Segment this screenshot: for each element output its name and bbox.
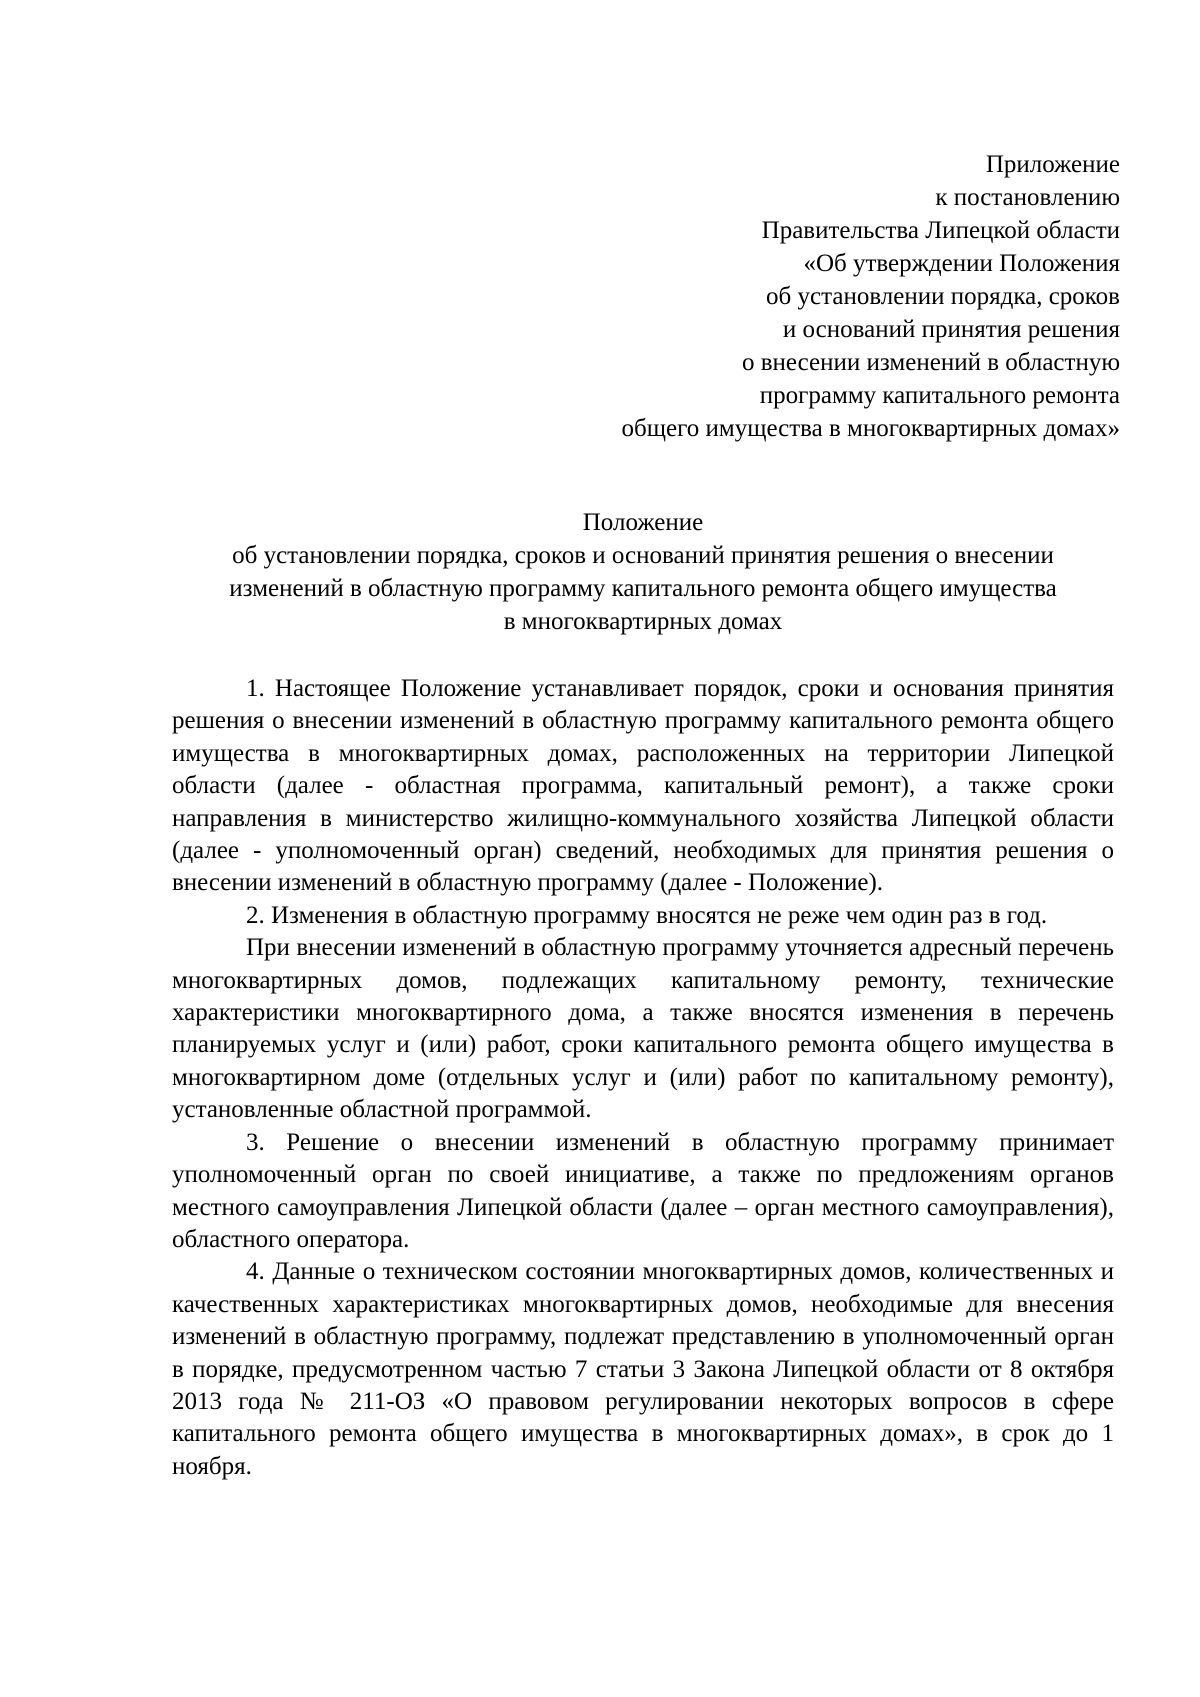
title-line: в многоквартирных домах [503,608,783,635]
title-line: об установлении порядка, сроков и оснований принятия решения о внесении [232,542,1054,569]
appendix-line: общего имущества в многоквартирных домах» [621,415,1120,442]
paragraph-2-continued: При внесении изменений в областную программу уточняется адресный перечень многоквартирных домов, подлежащих капитальному ремонту, технические характеристики многоквартирного дома, а также вносятся изменения в перечень планируемых услуг и (или) работ, сроки капитального ремонта общего имущества в многоквартирном доме (отдельных услуг и (или) работ по капитальному ремонту), установленные областной программой. [172,934,1114,1124]
appendix-header [420,148,1120,445]
appendix-line: и оснований принятия решения [782,316,1120,343]
appendix-line: к постановлению [935,184,1120,211]
paragraph-4: 4. Данные о техническом состоянии многоквартирных домов, количественных и качественных характеристиках многоквартирных домов, необходимые для внесения изменений в областную программу, подлежат представлению в уполномоченный орган в порядке, предусмотренном частью 7 статьи 3 Закона Липецкой области от 8 октября 2013 года № 211-ОЗ «О правовом регулировании некоторых вопросов в сфере капитального ремонта общего имущества в многоквартирных домах», в срок до 1 ноября. [172,1258,1114,1480]
appendix-line: «Об утверждении Положения [803,250,1120,277]
paragraph-1: 1. Настоящее Положение устанавливает порядок, сроки и основания принятия решения о внесении изменений в областную программу капитального ремонта общего имущества в многоквартирных домах, расположенных на территории Липецкой области (далее - областная программа, капитальный ремонт), а также сроки направления в министерство жилищно-коммунального хозяйства Липецкой области (далее - уполномоченный орган) сведений, необходимых для принятия решения о внесении изменений в областную программу (далее - Положение). [172,675,1114,897]
paragraph-3: 3. Решение о внесении изменений в областную программу принимает уполномоченный орган по своей инициативе, а также по предложениям органов местного самоуправления Липецкой области (далее – орган местного самоуправления), областного оператора. [172,1128,1114,1253]
appendix-line: программу капитального ремонта [759,382,1120,409]
document-title [172,506,1114,638]
appendix-line: о внесении изменений в областную [741,349,1120,376]
paragraph-2: 2. Изменения в областную программу вносятся не реже чем один раз в год. [246,901,1048,929]
title-line: изменений в областную программу капитального ремонта общего имущества [229,575,1057,602]
appendix-line: об установлении порядка, сроков [766,283,1120,310]
document-body [172,673,1114,1483]
title-line: Положение [582,509,704,536]
appendix-line: Правительства Липецкой области [761,217,1120,244]
appendix-line: Приложение [985,151,1120,178]
